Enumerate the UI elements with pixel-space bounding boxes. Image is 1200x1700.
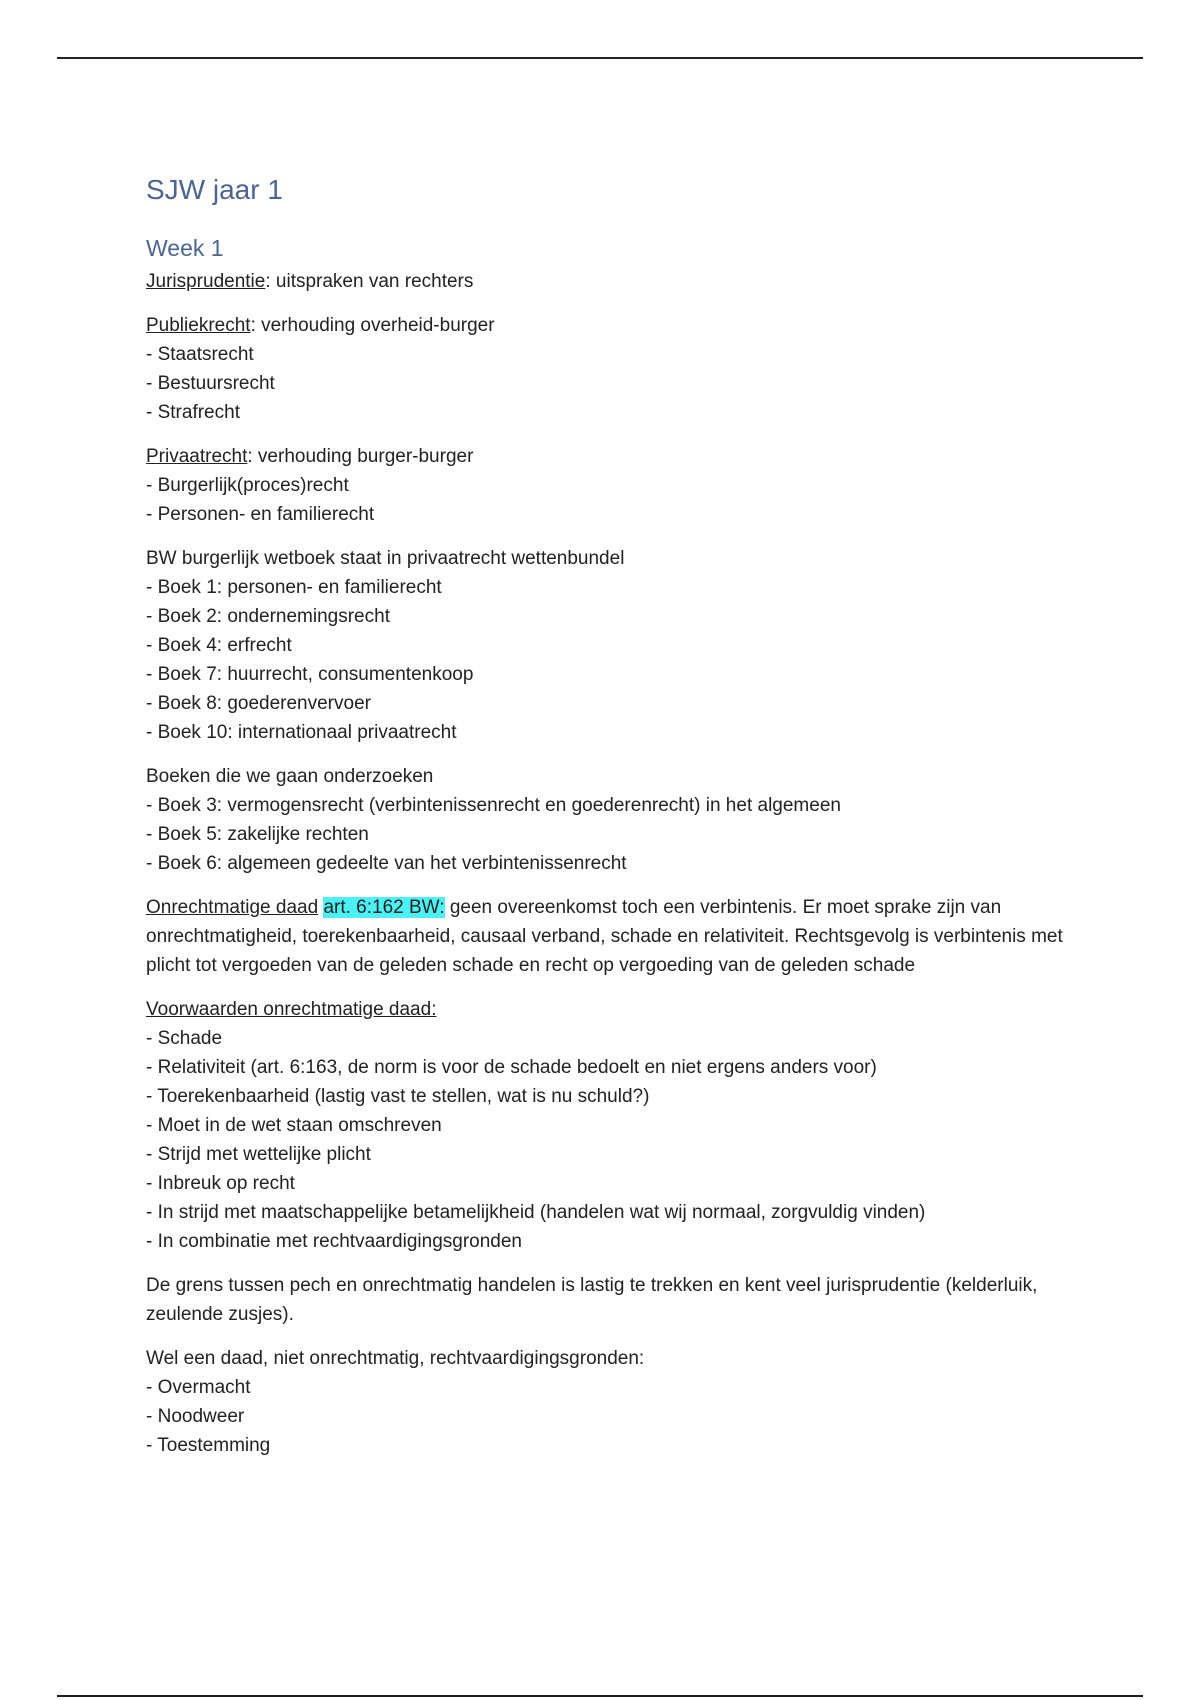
list-item: - Strafrecht xyxy=(146,402,240,423)
list-item: - Toerekenbaarheid (lastig vast te stellen, wat is nu schuld?) xyxy=(146,1086,650,1107)
publiekrecht-section xyxy=(146,311,1066,427)
list-item: - Schade xyxy=(146,1028,223,1049)
list-item: - Boek 8: goederenvervoer xyxy=(146,693,371,714)
list-item: - Boek 6: algemeen gedeelte van het verbintenissenrecht xyxy=(146,853,627,874)
list-item: - Boek 4: erfrecht xyxy=(146,635,292,656)
list-item: - Boek 10: internationaal privaatrecht xyxy=(146,722,457,743)
voorwaarden-section xyxy=(146,995,1066,1256)
list-item: - Strijd met wettelijke plicht xyxy=(146,1144,371,1165)
list-item: - Moet in de wet staan omschreven xyxy=(146,1115,442,1136)
list-item: - Bestuursrecht xyxy=(146,373,275,394)
jurisprudentie-text: : uitspraken van rechters xyxy=(265,271,474,292)
footer-rule xyxy=(57,1695,1143,1697)
header-rule xyxy=(57,57,1143,59)
list-item: - Inbreuk op recht xyxy=(146,1173,295,1194)
onrechtmatige-daad-paragraph xyxy=(146,893,1066,980)
list-item: - Boek 3: vermogensrecht (verbintenissenrecht en goederenrecht) in het algemeen xyxy=(146,795,841,816)
list-item: - Overmacht xyxy=(146,1377,251,1398)
document-title: SJW jaar 1 xyxy=(146,174,283,205)
jurisprudentie-term: Jurisprudentie xyxy=(146,271,266,292)
boeken-intro: Boeken die we gaan onderzoeken xyxy=(146,766,434,787)
list-item: - Boek 5: zakelijke rechten xyxy=(146,824,369,845)
list-item: - Boek 7: huurrecht, consumentenkoop xyxy=(146,664,474,685)
grens-paragraph: De grens tussen pech en onrechtmatig handelen is lastig te trekken en kent veel jurisprudentie (kelderluik, zeulende zusjes). xyxy=(146,1275,1038,1325)
privaatrecht-term: Privaatrecht xyxy=(146,446,248,467)
list-item: - Boek 2: ondernemingsrecht xyxy=(146,606,390,627)
list-item: - Staatsrecht xyxy=(146,344,254,365)
list-item: - Toestemming xyxy=(146,1435,271,1456)
list-item: - Boek 1: personen- en familierecht xyxy=(146,577,442,598)
boeken-section xyxy=(146,762,1066,878)
article-highlight: art. 6:162 BW: xyxy=(323,897,445,918)
list-item: - In strijd met maatschappelijke betamelijkheid (handelen wat wij normaal, zorgvuldig vinden) xyxy=(146,1202,926,1223)
bw-intro: BW burgerlijk wetboek staat in privaatrecht wettenbundel xyxy=(146,548,625,569)
document-body xyxy=(146,170,1066,1475)
publiekrecht-text: : verhouding overheid-burger xyxy=(250,315,495,336)
rechtvaardigingsgronden-intro: Wel een daad, niet onrechtmatig, rechtvaardigingsgronden: xyxy=(146,1348,645,1369)
privaatrecht-section xyxy=(146,442,1066,529)
onrechtmatige-daad-text: geen overeenkomst toch een verbintenis. Er moet sprake zijn van onrechtmatigheid, toerekenbaarheid, causaal verband, schade en relativiteit. Rechtsgevolg is verbintenis met plicht tot vergoeden van de geleden schade en recht op vergoeding van de geleden schade xyxy=(146,897,1063,976)
voorwaarden-heading-line xyxy=(146,995,1066,1024)
week-heading: Week 1 xyxy=(146,235,224,261)
jurisprudentie-definition xyxy=(146,267,1066,296)
publiekrecht-term: Publiekrecht xyxy=(146,315,251,336)
list-item: - Personen- en familierecht xyxy=(146,504,375,525)
onrechtmatige-daad-term: Onrechtmatige daad xyxy=(146,897,319,918)
privaatrecht-text: : verhouding burger-burger xyxy=(247,446,474,467)
voorwaarden-heading: Voorwaarden onrechtmatige daad: xyxy=(146,999,437,1020)
bw-section xyxy=(146,544,1066,747)
list-item: - Noodweer xyxy=(146,1406,245,1427)
list-item: - In combinatie met rechtvaardigingsgronden xyxy=(146,1231,522,1252)
list-item: - Burgerlijk(proces)recht xyxy=(146,475,349,496)
list-item: - Relativiteit (art. 6:163, de norm is voor de schade bedoelt en niet ergens anders voor) xyxy=(146,1057,877,1078)
publiekrecht-definition xyxy=(146,311,1066,340)
privaatrecht-definition xyxy=(146,442,1066,471)
rechtvaardigingsgronden-section xyxy=(146,1344,1066,1460)
